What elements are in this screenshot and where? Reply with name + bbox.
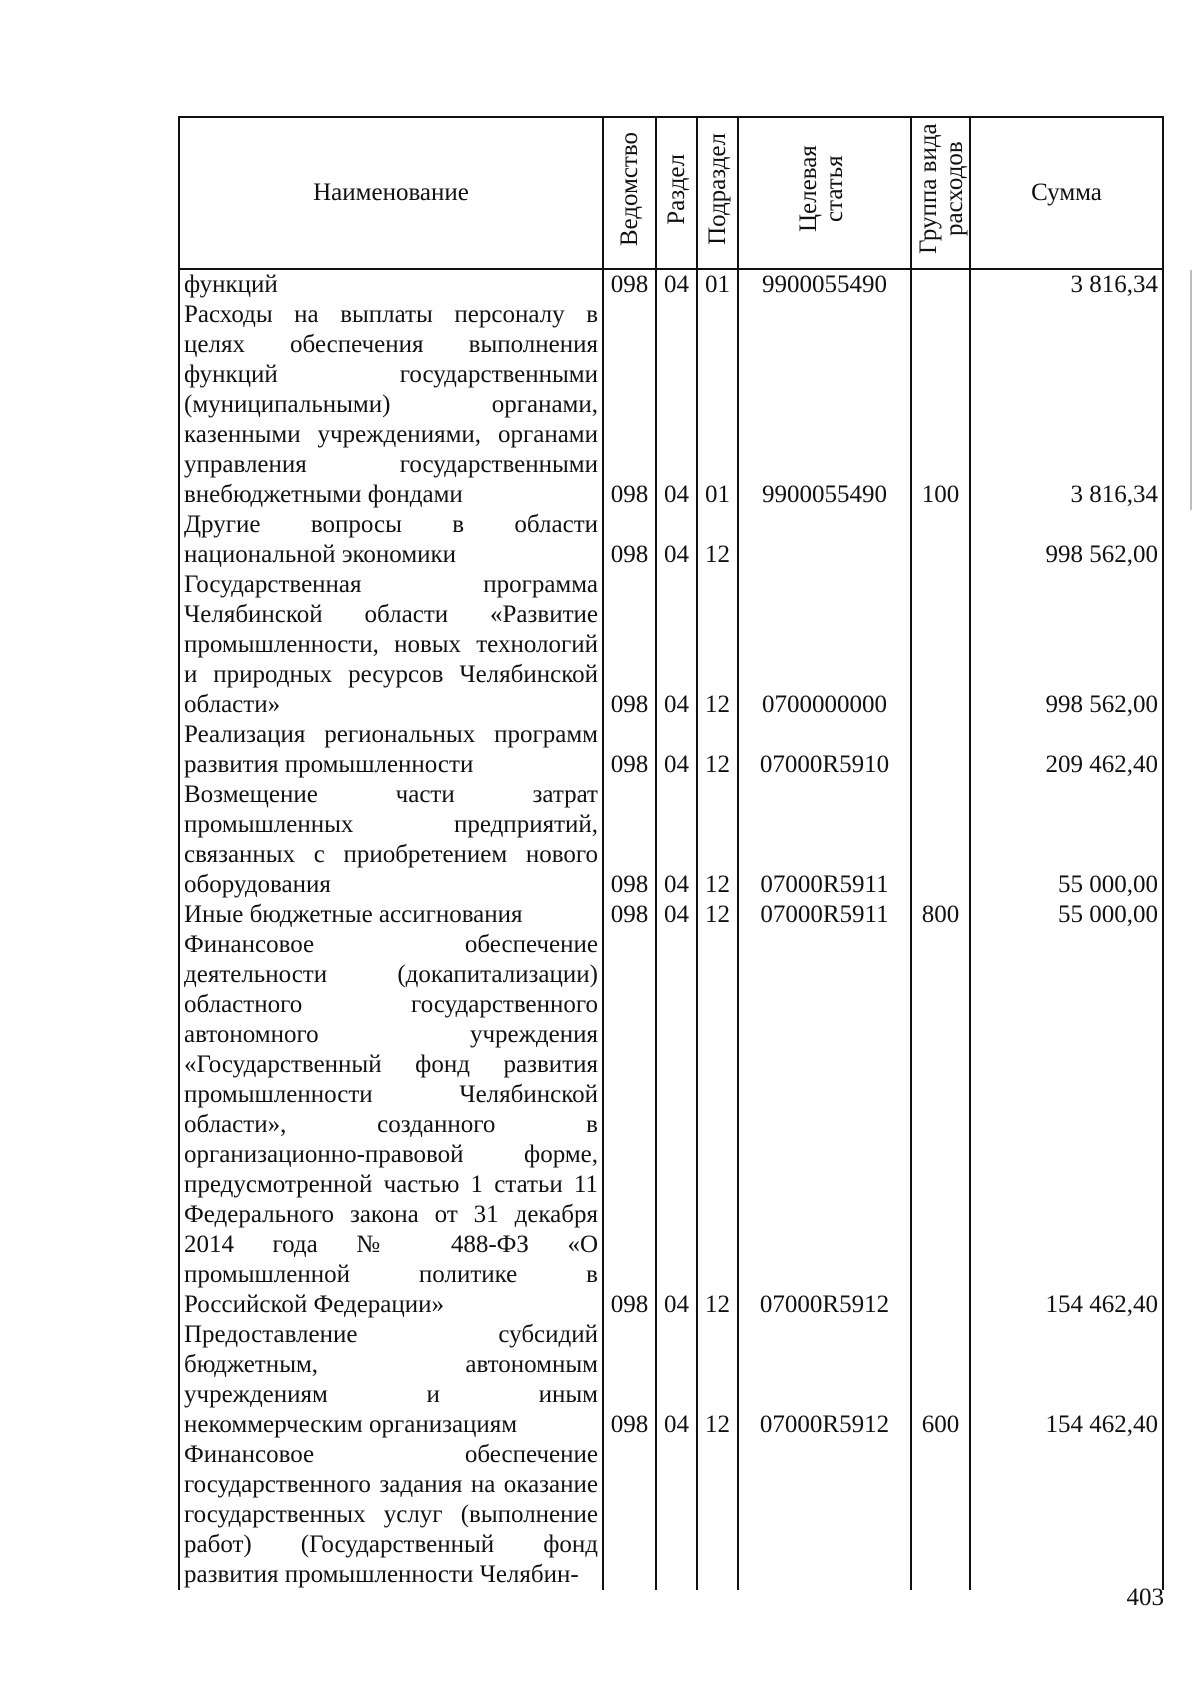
cell-group: 800 (911, 900, 970, 930)
cell-name: Государственная программа Челябинской области «Развитие промышленности, новых технологий и природных ресурсов Челябинской области» (179, 570, 603, 720)
cell-sec: 04 (656, 780, 697, 900)
cell-amount: 998 562,00 (970, 510, 1163, 570)
header-expense-group: Группа вида расходов (911, 117, 970, 269)
cell-name: Предоставление субсидий бюджетным, автономным учреждениям и иным некоммерческим организациям (179, 1320, 603, 1440)
cell-dept: 098 (603, 720, 656, 780)
cell-target: 0700000000 (738, 570, 911, 720)
cell-group (911, 269, 970, 300)
cell-group: 100 (911, 300, 970, 510)
table-row (179, 780, 1163, 900)
cell-sub: 12 (697, 510, 738, 570)
cell-target: 07000R5911 (738, 900, 911, 930)
cell-sub: 12 (697, 900, 738, 930)
cell-target (738, 510, 911, 570)
table-row (179, 570, 1163, 720)
cell-name: Иные бюджетные ассигнования (179, 900, 603, 930)
cell-sec (656, 1440, 697, 1590)
header-department: Ведомство (603, 117, 656, 269)
cell-group (911, 510, 970, 570)
cell-dept: 098 (603, 269, 656, 300)
cell-group (911, 1440, 970, 1590)
cell-target: 9900055490 (738, 300, 911, 510)
header-section: Раздел (656, 117, 697, 269)
cell-dept: 098 (603, 900, 656, 930)
header-amount: Сумма (970, 117, 1163, 269)
cell-dept: 098 (603, 300, 656, 510)
cell-group (911, 570, 970, 720)
table-header-row (179, 117, 1163, 269)
cell-name: Расходы на выплаты персоналу в целях обеспечения выполнения функций государственными (муниципальными) органами, казенными учреждениями, органами управления государственными внебюджетными фондами (179, 300, 603, 510)
budget-table (178, 116, 1164, 1590)
cell-sec: 04 (656, 900, 697, 930)
table-row (179, 1440, 1163, 1590)
cell-amount: 154 462,40 (970, 930, 1163, 1320)
cell-amount (970, 1440, 1163, 1590)
cell-amount: 998 562,00 (970, 570, 1163, 720)
cell-sub: 12 (697, 780, 738, 900)
cell-sec: 04 (656, 300, 697, 510)
cell-name: Возмещение части затрат промышленных предприятий, связанных с приобретением нового оборудования (179, 780, 603, 900)
cell-sub (697, 1440, 738, 1590)
header-name: Наименование (179, 117, 603, 269)
cell-amount: 55 000,00 (970, 780, 1163, 900)
cell-dept (603, 1440, 656, 1590)
table-row (179, 930, 1163, 1320)
cell-target: 9900055490 (738, 269, 911, 300)
cell-sec: 04 (656, 510, 697, 570)
cell-target (738, 1440, 911, 1590)
cell-dept: 098 (603, 930, 656, 1320)
cell-name: Финансовое обеспечение деятельности (докапитализации) областного государственного автономного учреждения «Государственный фонд развития промышленности Челябинской области», созданного в организационно-правовой форме, предусмотренной частью 1 статьи 11 Федерального закона от 31 декабря 2014 года № 488-ФЗ «О промышленной политике в Российской Федерации» (179, 930, 603, 1320)
cell-target: 07000R5911 (738, 780, 911, 900)
cell-amount: 209 462,40 (970, 720, 1163, 780)
table-row (179, 300, 1163, 510)
table-row (179, 269, 1163, 300)
cell-sec: 04 (656, 930, 697, 1320)
cell-target: 07000R5912 (738, 930, 911, 1320)
cell-target: 07000R5912 (738, 1320, 911, 1440)
header-target-article: Целевая статья (738, 117, 911, 269)
cell-amount: 55 000,00 (970, 900, 1163, 930)
cell-sec: 04 (656, 269, 697, 300)
cell-name: Финансовое обеспечение государственного задания на оказание государственных услуг (выполнение работ) (Государственный фонд развития промышленности Челябин- (179, 1440, 603, 1590)
cell-name: Другие вопросы в области национальной экономики (179, 510, 603, 570)
cell-sub: 12 (697, 930, 738, 1320)
budget-table-container (178, 116, 1162, 1590)
table-row (179, 510, 1163, 570)
cell-sec: 04 (656, 720, 697, 780)
cell-name: Реализация региональных программ развития промышленности (179, 720, 603, 780)
cell-group (911, 720, 970, 780)
cell-sec: 04 (656, 1320, 697, 1440)
cell-target: 07000R5910 (738, 720, 911, 780)
cell-group (911, 930, 970, 1320)
cell-amount: 154 462,40 (970, 1320, 1163, 1440)
table-body (179, 269, 1163, 1590)
header-subsection: Подраздел (697, 117, 738, 269)
cell-dept: 098 (603, 510, 656, 570)
scan-edge-mark (1190, 270, 1192, 510)
table-row (179, 900, 1163, 930)
cell-dept: 098 (603, 780, 656, 900)
cell-amount: 3 816,34 (970, 300, 1163, 510)
cell-dept: 098 (603, 570, 656, 720)
cell-amount: 3 816,34 (970, 269, 1163, 300)
table-row (179, 1320, 1163, 1440)
cell-dept: 098 (603, 1320, 656, 1440)
cell-sec: 04 (656, 570, 697, 720)
cell-sub: 12 (697, 720, 738, 780)
cell-sub: 01 (697, 300, 738, 510)
table-row (179, 720, 1163, 780)
cell-group: 600 (911, 1320, 970, 1440)
cell-sub: 01 (697, 269, 738, 300)
cell-name: функций (179, 269, 603, 300)
cell-group (911, 780, 970, 900)
cell-sub: 12 (697, 1320, 738, 1440)
page-number: 403 (1126, 1584, 1164, 1611)
cell-sub: 12 (697, 570, 738, 720)
